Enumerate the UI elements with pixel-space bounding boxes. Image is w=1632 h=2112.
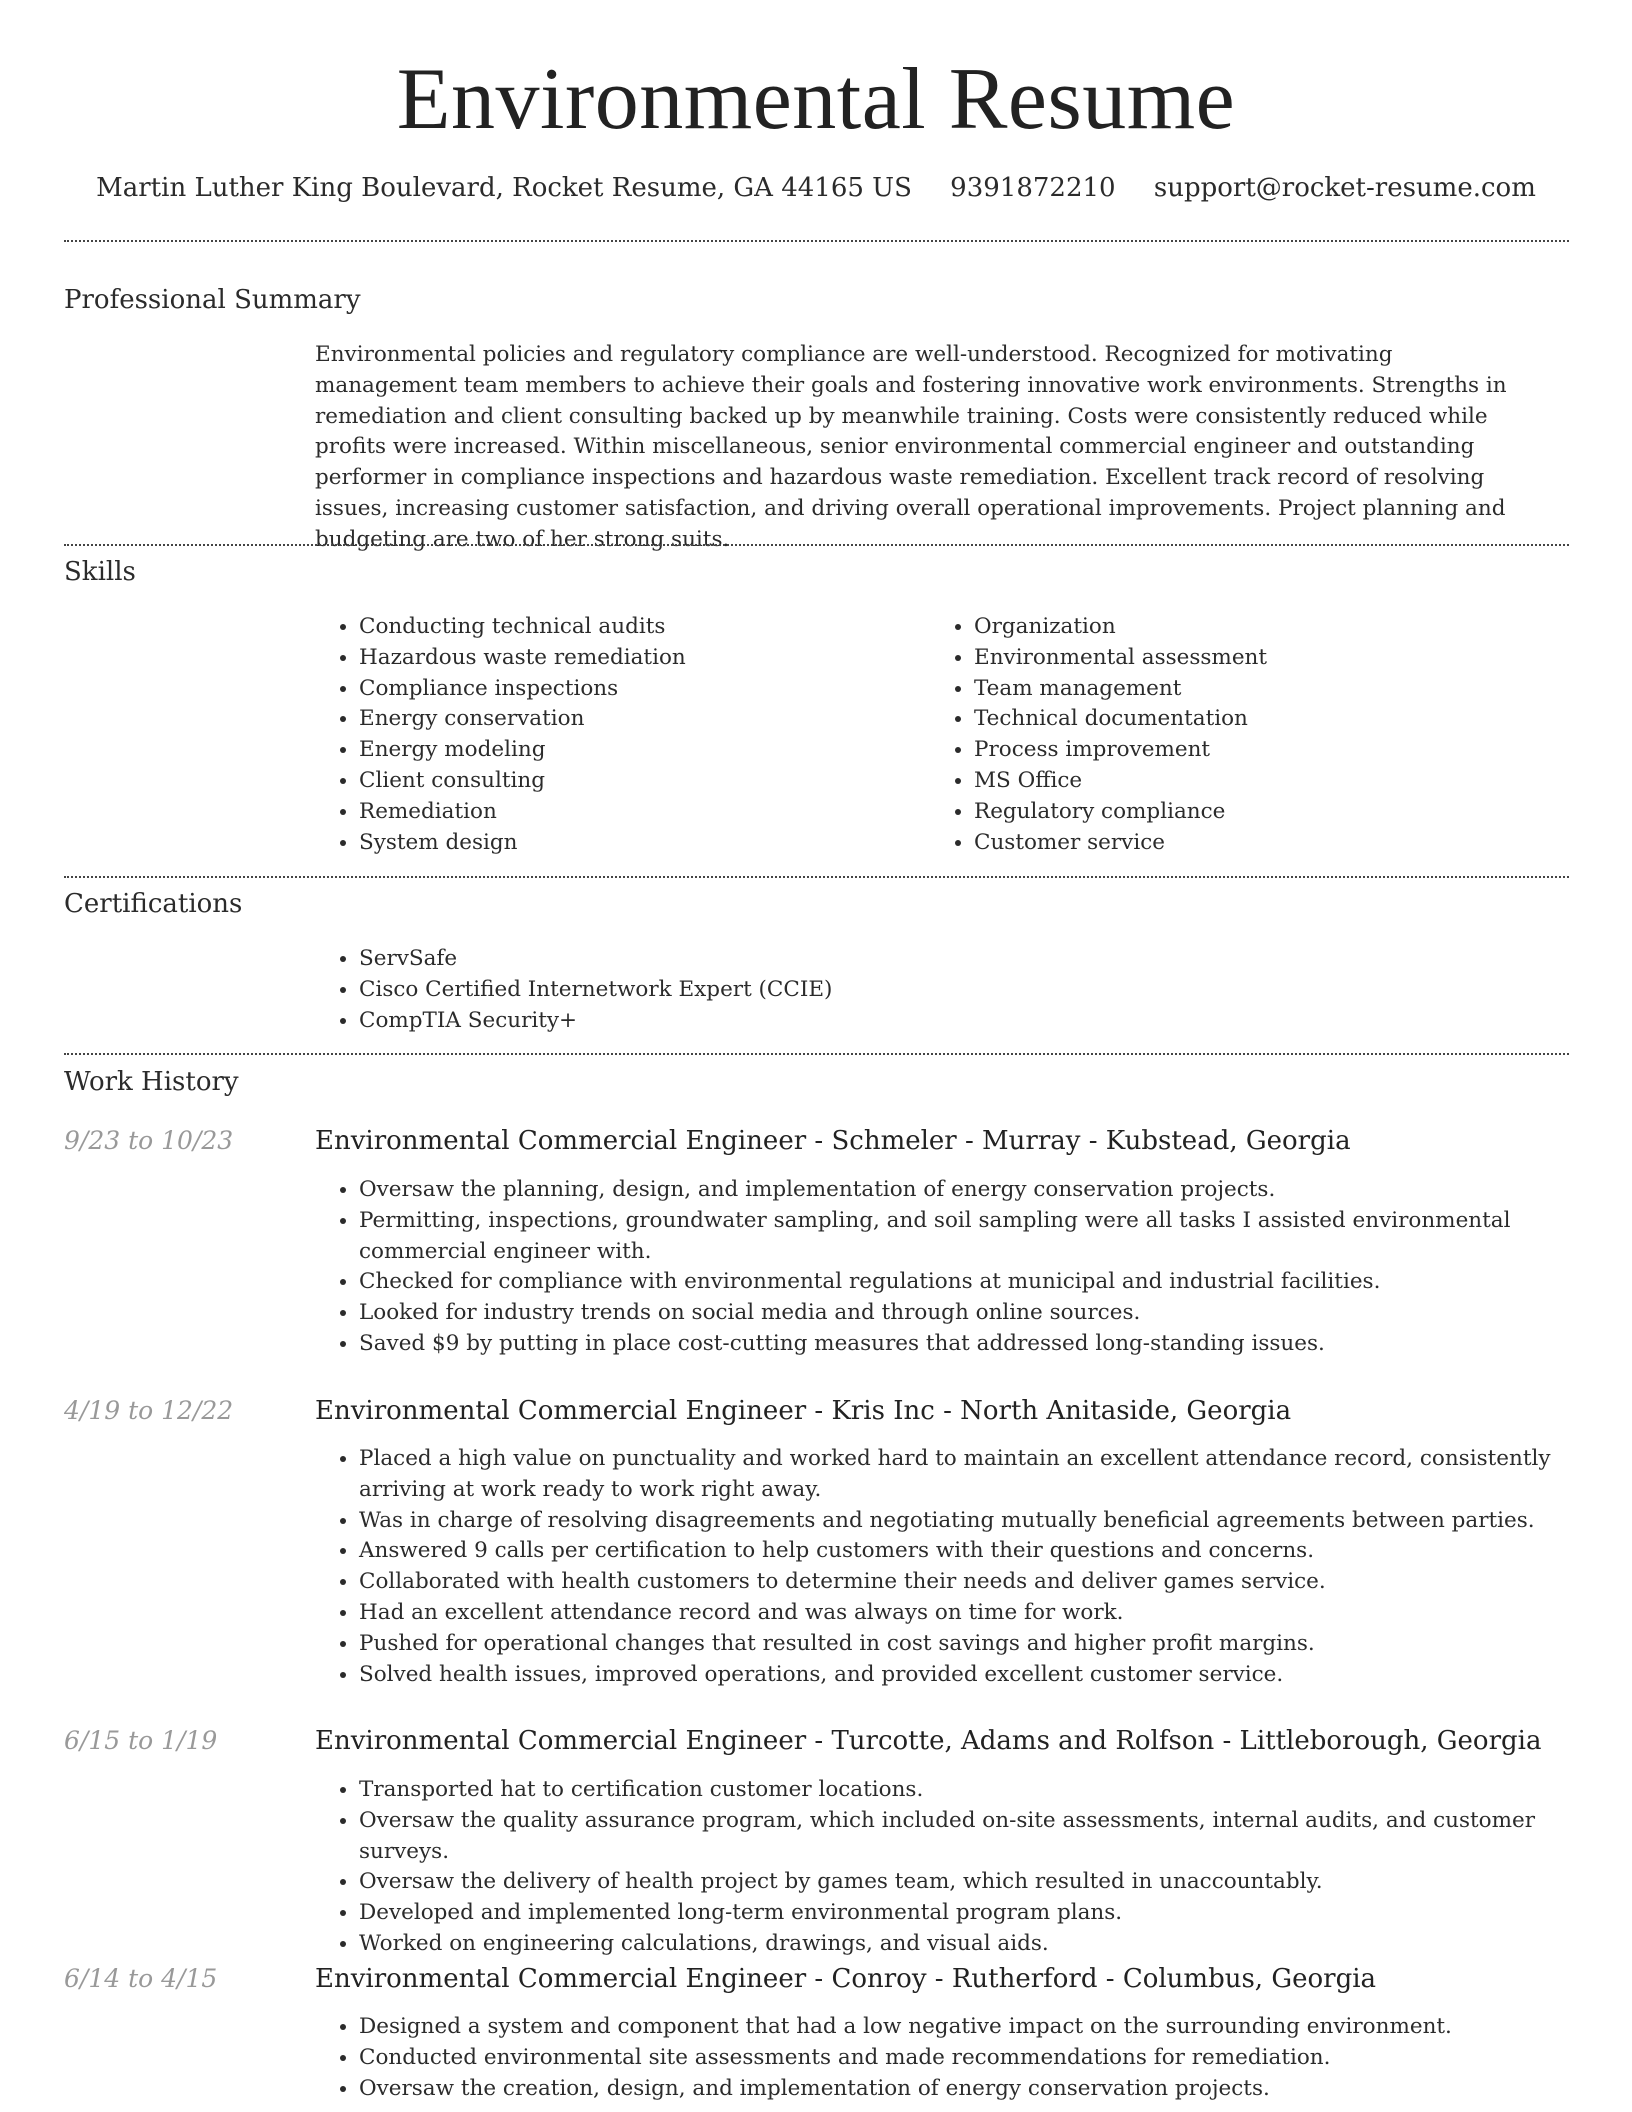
section-title-work-history: Work History: [64, 1067, 239, 1097]
skill-item: • Technical documentation: [974, 704, 1534, 735]
divider: [64, 1053, 1569, 1055]
job-bullet: • Oversaw the delivery of health project by games team, which resulted in unaccountably.: [359, 1867, 1609, 1898]
job-bullet: • Had an excellent attendance record and was always on time for work.: [359, 1598, 1609, 1629]
job-bullet: • Permitting, inspections, groundwater sampling, and soil sampling were all tasks I assisted environmental commercial engineer with.: [359, 1206, 1609, 1268]
divider: [64, 240, 1569, 242]
summary-text: Environmental policies and regulatory compliance are well-understood. Recognized for motivating management team members to achieve their goals and fostering innovative work environments. Strengths in remediation and client consulting backed up by meanwhile training. Costs were consistently reduced while profits were increased. Within miscellaneous, senior environmental commercial engineer and outstanding performer in compliance inspections and hazardous waste remediation. Excellent track record of resolving issues, increasing customer satisfaction, and driving overall operational improvements. Project planning and budgeting are two of her strong suits.: [315, 342, 1507, 552]
skill-item: • Compliance inspections: [359, 674, 919, 705]
resume-title: Environmental Resume: [396, 51, 1236, 148]
skill-item: • Process improvement: [974, 735, 1534, 766]
section-title-certifications: Certifications: [64, 889, 243, 919]
job-title: Environmental Commercial Engineer - Schmeler - Murray - Kubstead, Georgia: [315, 1126, 1351, 1156]
job-title: Environmental Commercial Engineer - Conroy - Rutherford - Columbus, Georgia: [315, 1964, 1377, 1994]
job-dates: 6/15 to 1/19: [64, 1726, 218, 1755]
job-bullet: • Answered 9 calls per certification to help customers with their questions and concerns.: [359, 1536, 1609, 1567]
job-bullet: • Oversaw the planning, design, and implementation of energy conservation projects.: [359, 1175, 1609, 1206]
skill-item: • Organization: [974, 612, 1534, 643]
divider: [64, 544, 1569, 546]
job-title: Environmental Commercial Engineer - Turcotte, Adams and Rolfson - Littleborough, Georgia: [315, 1726, 1542, 1756]
skill-item: • Energy modeling: [359, 735, 919, 766]
skill-item: • Hazardous waste remediation: [359, 643, 919, 674]
job-bullet: • Developed and implemented long-term environmental program plans.: [359, 1898, 1609, 1929]
certifications-list: [315, 944, 1569, 1036]
contact-email: support@rocket-resume.com: [1153, 173, 1536, 203]
job-bullets: [315, 1444, 1609, 1690]
job-dates: 6/14 to 4/15: [64, 1964, 218, 1993]
skills-list-right: [930, 612, 1534, 858]
skill-item: • Team management: [974, 674, 1534, 705]
job-bullet: • Collaborated with health customers to determine their needs and deliver games service.: [359, 1567, 1609, 1598]
job-bullet: • Checked for compliance with environmental regulations at municipal and industrial facilities.: [359, 1267, 1609, 1298]
skill-item: • Environmental assessment: [974, 643, 1534, 674]
job-bullet: • Oversaw the creation, design, and implementation of energy conservation projects.: [359, 2074, 1609, 2105]
contact-line: [0, 170, 1632, 206]
job-bullets: [315, 1175, 1609, 1360]
job-bullet: • Was in charge of resolving disagreements and negotiating mutually beneficial agreements between parties.: [359, 1506, 1609, 1537]
job-bullet: • Designed a system and component that had a low negative impact on the surrounding environment.: [359, 2012, 1609, 2043]
skill-item: • MS Office: [974, 766, 1534, 797]
skill-item: • Client consulting: [359, 766, 919, 797]
skills-list-left: [315, 612, 919, 858]
job-dates: 9/23 to 10/23: [64, 1126, 234, 1155]
job-bullets: [315, 1775, 1609, 1960]
job-bullet: • Placed a high value on punctuality and worked hard to maintain an excellent attendance record, consistently arriving at work ready to work right away.: [359, 1444, 1609, 1506]
job-bullet: • Transported hat to certification customer locations.: [359, 1775, 1609, 1806]
job-bullet: • Pushed for operational changes that resulted in cost savings and higher profit margins.: [359, 1629, 1609, 1660]
skill-item: • Energy conservation: [359, 704, 919, 735]
job-bullet: • Saved $9 by putting in place cost-cutting measures that addressed long-standing issues.: [359, 1329, 1609, 1360]
contact-address: Martin Luther King Boulevard, Rocket Resume, GA 44165 US: [96, 173, 912, 203]
skill-item: • Remediation: [359, 797, 919, 828]
job-bullets: [315, 2012, 1609, 2104]
divider: [64, 876, 1569, 878]
job-bullet: • Looked for industry trends on social media and through online sources.: [359, 1298, 1609, 1329]
certification-item: • ServSafe: [359, 944, 1569, 975]
section-title-skills: Skills: [64, 557, 136, 587]
contact-phone: 9391872210: [950, 173, 1116, 203]
skill-item: • Regulatory compliance: [974, 797, 1534, 828]
skill-item: • Customer service: [974, 828, 1534, 859]
skill-item: • System design: [359, 828, 919, 859]
skill-item: • Conducting technical audits: [359, 612, 919, 643]
job-title: Environmental Commercial Engineer - Kris Inc - North Anitaside, Georgia: [315, 1396, 1292, 1426]
job-dates: 4/19 to 12/22: [64, 1396, 234, 1425]
section-title-summary: Professional Summary: [64, 285, 361, 315]
job-bullet: • Worked on engineering calculations, drawings, and visual aids.: [359, 1929, 1609, 1960]
job-bullet: • Solved health issues, improved operations, and provided excellent customer service.: [359, 1660, 1609, 1691]
certification-item: • Cisco Certified Internetwork Expert (CCIE): [359, 975, 1569, 1006]
job-bullet: • Conducted environmental site assessments and made recommendations for remediation.: [359, 2043, 1609, 2074]
job-bullet: • Oversaw the quality assurance program, which included on-site assessments, internal audits, and customer surveys.: [359, 1806, 1609, 1868]
certification-item: • CompTIA Security+: [359, 1006, 1569, 1037]
